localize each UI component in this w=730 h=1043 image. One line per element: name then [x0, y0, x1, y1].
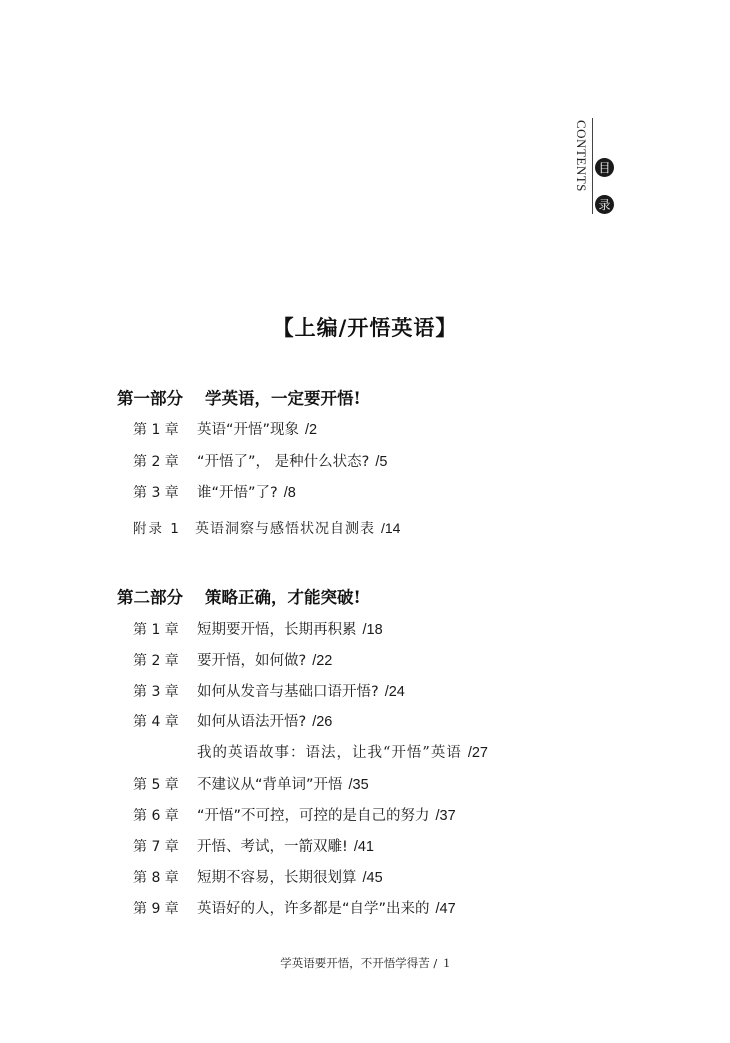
toc-entry[interactable] [133, 680, 405, 701]
chapter-title: 开悟、考试，一箭双雕! [197, 839, 348, 855]
toc-entry[interactable] [133, 618, 383, 639]
chapter-number: 第 8 章 [133, 870, 179, 886]
toc-story[interactable] [197, 741, 488, 762]
page-ref: /27 [467, 745, 488, 761]
page-ref: /5 [375, 454, 388, 470]
story-title: 我的英语故事：语法，让我“开悟”英语 [197, 745, 462, 761]
toc-entry[interactable] [133, 804, 456, 825]
toc-entry[interactable] [133, 418, 317, 439]
appendix-title: 英语洞察与感悟状况自测表 [195, 521, 375, 537]
page-ref: /37 [435, 808, 456, 824]
toc-entry[interactable] [133, 481, 296, 502]
toc-char-mu: 目 [595, 158, 614, 177]
chapter-number: 第 2 章 [133, 454, 179, 470]
page-ref: /47 [435, 901, 456, 917]
chapter-number: 第 6 章 [133, 808, 179, 824]
page-ref: /14 [381, 520, 401, 536]
chapter-number: 第 1 章 [133, 622, 179, 638]
page-ref: /35 [348, 777, 369, 793]
chapter-title: 短期要开悟，长期再积累 [197, 622, 357, 638]
chapter-title: 不建议从“背单词”开悟 [197, 777, 343, 793]
page-ref: /45 [362, 870, 383, 886]
toc-entry[interactable] [133, 866, 383, 887]
chapter-title: 谁“开悟”了? [197, 485, 278, 501]
toc-entry[interactable] [133, 710, 332, 731]
page-number: 1 [443, 955, 450, 970]
chapter-number: 第 4 章 [133, 714, 179, 730]
page-ref: /24 [384, 684, 405, 700]
page-ref: /18 [362, 622, 383, 638]
part-title: 策略正确，才能突破! [205, 588, 361, 607]
page-ref: /41 [353, 839, 374, 855]
contents-divider [592, 118, 593, 214]
chapter-title: 英语“开悟”现象 [197, 422, 300, 438]
chapter-number: 第 3 章 [133, 485, 179, 501]
chapter-title: 短期不容易，长期很划算 [197, 870, 357, 886]
toc-entry[interactable] [133, 649, 332, 670]
appendix-number: 附录 1 [133, 521, 181, 537]
toc-entry[interactable] [133, 773, 369, 794]
toc-entry[interactable] [133, 835, 374, 856]
chapter-number: 第 9 章 [133, 901, 179, 917]
running-title: 学英语要开悟，不开悟学得苦 / [280, 956, 438, 970]
toc-char-lu: 录 [595, 195, 614, 214]
chapter-title: 如何从发音与基础口语开悟? [197, 684, 379, 700]
part-number: 第一部分 [117, 389, 183, 408]
chapter-title: 如何从语法开悟? [197, 714, 307, 730]
chapter-title: 要开悟，如何做? [197, 653, 307, 669]
part-number: 第二部分 [117, 588, 183, 607]
page-ref: /2 [305, 422, 318, 438]
part-heading-1[interactable] [117, 385, 361, 409]
page-footer [0, 955, 730, 971]
chapter-number: 第 7 章 [133, 839, 179, 855]
part-heading-2[interactable] [117, 584, 361, 608]
chapter-title: 英语好的人，许多都是“自学”出来的 [197, 901, 430, 917]
chapter-number: 第 2 章 [133, 653, 179, 669]
toc-appendix[interactable] [133, 517, 400, 538]
contents-label: CONTENTS [574, 120, 589, 192]
chapter-number: 第 3 章 [133, 684, 179, 700]
chapter-title: “开悟了”， 是种什么状态? [197, 454, 370, 470]
toc-entry[interactable] [133, 450, 387, 471]
toc-entry[interactable] [133, 897, 456, 918]
chapter-number: 第 1 章 [133, 422, 179, 438]
section-title: 【上编/开悟英语】 [272, 316, 458, 340]
chapter-number: 第 5 章 [133, 777, 179, 793]
page-ref: /26 [312, 714, 333, 730]
part-title: 学英语，一定要开悟! [205, 389, 361, 408]
page-ref: /22 [312, 653, 333, 669]
page-ref: /8 [283, 485, 296, 501]
chapter-title: “开悟”不可控，可控的是自己的努力 [197, 808, 430, 824]
